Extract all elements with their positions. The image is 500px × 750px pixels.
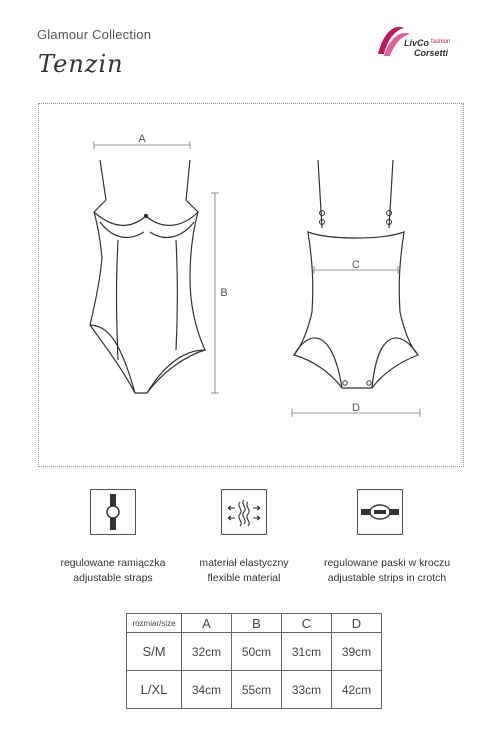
feature-pl-text: materiał elastyczny — [199, 557, 289, 569]
back-left-strap — [318, 160, 322, 228]
front-left-strap — [100, 160, 106, 200]
row-size-label: S/M — [127, 633, 182, 671]
table-cell: 50cm — [232, 633, 282, 671]
column-header-b: B — [232, 614, 282, 633]
row-size-label: L/XL — [127, 671, 182, 709]
size-table-corner: rozmiar/size — [127, 614, 182, 633]
adjustable-straps-icon-box — [90, 489, 136, 535]
front-dimension-b — [211, 193, 219, 393]
back-right-strap — [389, 160, 393, 228]
back-body-outline — [294, 232, 418, 388]
back-strap-adjuster-left — [320, 211, 325, 216]
front-panel-seam-right — [176, 240, 178, 350]
feature-en-text: adjustable strips in crotch — [327, 572, 447, 584]
logo-brand-suffix: fashion — [431, 39, 451, 45]
back-leg-line-left — [294, 338, 342, 388]
dimension-c-label: C — [352, 259, 360, 271]
table-cell: 32cm — [182, 633, 232, 671]
table-cell: 33cm — [282, 671, 332, 709]
logo-brand-line2: Corsetti — [414, 48, 449, 58]
dimension-d-label: D — [352, 402, 360, 414]
front-view — [90, 160, 205, 393]
size-table-header — [127, 614, 382, 633]
size-table — [126, 613, 382, 709]
dimension-b-label: B — [220, 287, 228, 299]
front-panel-seam-left — [117, 240, 119, 360]
feature-pl-text: regulowane ramiączka — [60, 557, 166, 569]
front-underwire-right — [150, 222, 194, 237]
flexible-material-icon-box — [221, 489, 267, 535]
logo-brand-line1: LivCo — [404, 38, 430, 48]
front-underwire-left — [100, 222, 144, 237]
dimension-a-label: A — [138, 133, 146, 145]
column-header-a: A — [182, 614, 232, 633]
feature-caption-material — [164, 556, 324, 586]
table-cell: 55cm — [232, 671, 282, 709]
crotch-snap-left — [343, 381, 347, 385]
front-right-strap — [186, 160, 190, 200]
front-bow — [144, 214, 148, 218]
collection-label: Glamour Collection — [37, 27, 152, 42]
table-cell: 39cm — [332, 633, 382, 671]
table-cell: 34cm — [182, 671, 232, 709]
strap-adjuster-icon — [91, 490, 135, 534]
crotch-strip-icon — [358, 490, 402, 534]
table-row — [127, 671, 382, 709]
feature-caption-crotch — [307, 556, 467, 586]
front-leg-line-right — [147, 350, 205, 393]
feature-en-text: flexible material — [207, 572, 281, 584]
table-cell: 31cm — [282, 633, 332, 671]
crotch-snap-right — [367, 381, 371, 385]
feature-en-text: adjustable straps — [73, 572, 153, 584]
back-view — [294, 160, 418, 388]
table-cell: 42cm — [332, 671, 382, 709]
table-row — [127, 633, 382, 671]
stretch-material-icon — [222, 490, 266, 534]
back-strap-adjuster-right — [387, 211, 392, 216]
column-header-c: C — [282, 614, 332, 633]
column-header-d: D — [332, 614, 382, 633]
product-name: Tenzin — [38, 50, 124, 78]
crotch-strips-icon-box — [357, 489, 403, 535]
feature-pl-text: regulowane paski w kroczu — [323, 557, 451, 569]
